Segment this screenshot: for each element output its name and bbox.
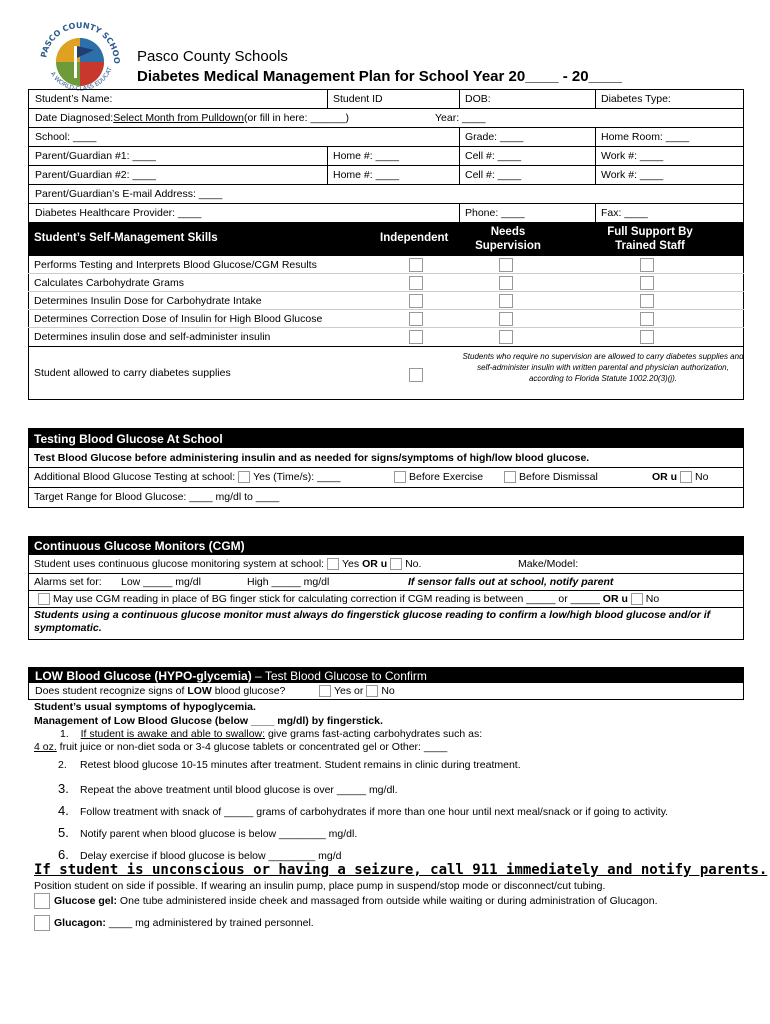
- full-support-checkbox[interactable]: [640, 312, 654, 326]
- sensor-falls-note: If sensor falls out at school, notify parent: [408, 576, 614, 588]
- home2-field[interactable]: Home #: ____: [333, 169, 399, 181]
- carry-supplies-label: Student allowed to carry diabetes supplies: [34, 367, 231, 379]
- cgm-no-label: No.: [405, 558, 422, 570]
- skills-table: [28, 222, 744, 400]
- testing-yes-checkbox[interactable]: [238, 471, 250, 483]
- email-field[interactable]: Parent/Guardian’s E-mail Address: ____: [35, 188, 223, 200]
- cgm-may-use-no-label: No: [645, 593, 660, 605]
- skill-row: [28, 328, 744, 346]
- testing-header: [28, 428, 744, 448]
- testing-no-label: No: [695, 471, 709, 483]
- cgm-section: [28, 536, 744, 640]
- parent1-field[interactable]: Parent/Guardian #1: ____: [35, 150, 156, 162]
- year-field[interactable]: Year: ____: [435, 112, 486, 124]
- needs-supervision-checkbox[interactable]: [499, 276, 513, 290]
- col-needs-supervision: Needs Supervision: [475, 226, 541, 252]
- seizure-warning: If student is unconscious or having a seizure, call 911 immediately and notify parents.: [34, 862, 768, 878]
- skill-row: [28, 256, 744, 274]
- low-recognize-row: [28, 683, 744, 700]
- cell2-field[interactable]: Cell #: ____: [465, 169, 522, 181]
- carry-note: Students who require no supervision are allowed to carry diabetes supplies and self-administer insulin with written parental and physician authorization, according to Florida Statute 1002.20(3)(j).: [462, 352, 744, 383]
- low-step-text: Repeat the above treatment until blood glucose is over _____ mg/dl.: [80, 784, 398, 796]
- doc-title: Diabetes Medical Management Plan for School Year 20____ - 20____: [137, 68, 622, 85]
- glucose-gel-label: Glucose gel:: [54, 894, 118, 907]
- step-1-text: give grams fast-acting carbohydrates such as:: [265, 728, 483, 740]
- recognize-end: blood glucose?: [211, 685, 286, 697]
- skills-header-title: Student’s Self-Management Skills: [34, 232, 218, 244]
- step-1-condition: If student is awake and able to swallow:: [80, 728, 266, 740]
- glucose-gel-checkbox[interactable]: [34, 893, 50, 909]
- additional-testing-label: Additional Blood Glucose Testing at school:: [34, 471, 239, 483]
- independent-checkbox[interactable]: [409, 258, 423, 272]
- before-dismissal-label: Before Dismissal: [519, 471, 598, 483]
- student-id-field[interactable]: Student ID: [333, 93, 383, 105]
- info-row-1: [28, 89, 744, 109]
- before-exercise-label: Before Exercise: [409, 471, 484, 483]
- low-step-text: Follow treatment with snack of _____ grams of carbohydrates if more than one hour until next meal/snack or if going to activity.: [80, 806, 669, 818]
- skill-label: Determines insulin dose and self-administer insulin: [34, 331, 271, 343]
- work2-field[interactable]: Work #: ____: [601, 169, 664, 181]
- svg-text:PASCO COUNTY SCHOOLS: PASCO COUNTY SCHOO: [39, 20, 122, 64]
- info-row-2: [28, 109, 744, 128]
- testing-or: OR u: [652, 471, 678, 483]
- info-row-4: [28, 147, 744, 166]
- cgm-may-use-no-checkbox[interactable]: [631, 593, 643, 605]
- before-dismissal-checkbox[interactable]: [504, 471, 516, 483]
- alarms-label: Alarms set for:: [34, 576, 102, 588]
- full-support-checkbox[interactable]: [640, 294, 654, 308]
- cgm-yes-label: Yes: [342, 558, 360, 570]
- alarm-low-field[interactable]: Low _____ mg/dl: [121, 576, 201, 588]
- target-range[interactable]: Target Range for Blood Glucose: ____ mg/dl to ____: [34, 491, 280, 503]
- student-name-field[interactable]: Student’s Name:: [35, 93, 113, 105]
- low-step-number: 3.: [58, 781, 69, 796]
- full-support-checkbox[interactable]: [640, 276, 654, 290]
- full-support-checkbox[interactable]: [640, 330, 654, 344]
- cgm-header-title: Continuous Glucose Monitors (CGM): [34, 539, 245, 553]
- full-support-checkbox[interactable]: [640, 258, 654, 272]
- info-row-3: [28, 128, 744, 147]
- home-room-field[interactable]: Home Room: ____: [601, 131, 690, 143]
- low-step: [58, 759, 521, 771]
- testing-instruction: Test Blood Glucose before administering insulin and as needed for signs/symptoms of high/low blood glucose.: [34, 452, 590, 464]
- make-model-field[interactable]: Make/Model:: [518, 558, 579, 570]
- low-header: [28, 667, 744, 683]
- independent-checkbox[interactable]: [409, 276, 423, 290]
- cgm-uses-label: Student uses continuous glucose monitoring system at school:: [34, 558, 327, 570]
- low-step-number: 6.: [58, 847, 69, 862]
- month-select[interactable]: Select Month from Pulldown: [113, 112, 244, 124]
- cgm-header: [28, 536, 744, 555]
- low-step-text: Notify parent when blood glucose is below ________ mg/dl.: [80, 828, 358, 840]
- skill-label: Determines Correction Dose of Insulin for High Blood Glucose: [34, 313, 323, 325]
- parent2-field[interactable]: Parent/Guardian #2: ____: [35, 169, 156, 181]
- work1-field[interactable]: Work #: ____: [601, 150, 664, 162]
- glucose-gel-text: One tube administered inside cheek and massaged from outside while waiting or during administration of Glucagon.: [117, 894, 658, 907]
- info-row-5: [28, 166, 744, 185]
- home1-field[interactable]: Home #: ____: [333, 150, 399, 162]
- recognize-yes-label: Yes or: [334, 685, 364, 697]
- skill-label: Calculates Carbohydrate Grams: [34, 277, 184, 289]
- low-header-title: LOW Blood Glucose (HYPO-glycemia): [35, 669, 252, 683]
- dob-field[interactable]: DOB:: [465, 93, 491, 105]
- recognize-no-checkbox[interactable]: [366, 685, 378, 697]
- testing-no-checkbox[interactable]: [680, 471, 692, 483]
- cgm-may-use-label[interactable]: May use CGM reading in place of BG finger stick for calculating correction if CGM reading is between _____ or _____: [53, 593, 600, 605]
- low-step-number: 5.: [58, 825, 69, 840]
- cell1-field[interactable]: Cell #: ____: [465, 150, 522, 162]
- info-row-7: [28, 204, 744, 223]
- needs-supervision-checkbox[interactable]: [499, 258, 513, 272]
- low-step: [58, 803, 668, 818]
- phone-field[interactable]: Phone: ____: [465, 207, 525, 219]
- org-name: Pasco County Schools: [137, 48, 288, 65]
- testing-section: [28, 428, 744, 508]
- skills-header: [28, 222, 744, 256]
- position-instruction: Position student on side if possible. If wearing an insulin pump, place pump in suspend/stop mode or disconnect/cut tubing.: [34, 880, 606, 892]
- recognize-yes-checkbox[interactable]: [319, 685, 331, 697]
- step-1-amount: 4 oz.: [34, 741, 57, 753]
- low-step: [58, 781, 398, 796]
- low-header-subtitle: – Test Blood Glucose to Confirm: [251, 669, 427, 683]
- independent-checkbox[interactable]: [409, 330, 423, 344]
- col-full-support: Full Support By Trained Staff: [607, 226, 693, 252]
- low-step-text: Delay exercise if blood glucose is below ________ mg/d: [80, 850, 342, 862]
- testing-yes-times[interactable]: Yes (Time/s): ____: [253, 471, 341, 483]
- grade-field[interactable]: Grade: ____: [465, 131, 524, 143]
- glucagon-label: Glucagon:: [54, 916, 106, 929]
- usual-symptoms: Student’s usual symptoms of hypoglycemia.: [34, 701, 256, 713]
- glucagon-checkbox[interactable]: [34, 915, 50, 931]
- school-field[interactable]: School: ____: [35, 131, 97, 143]
- cgm-may-use-checkbox[interactable]: [38, 593, 50, 605]
- skill-row: [28, 292, 744, 310]
- date-diagnosed-label: Date Diagnosed:: [35, 112, 114, 124]
- col-independent: Independent: [380, 232, 449, 244]
- testing-header-title: Testing Blood Glucose At School: [34, 432, 223, 446]
- cgm-no-checkbox[interactable]: [390, 558, 402, 570]
- independent-checkbox[interactable]: [409, 312, 423, 326]
- skill-row: [28, 310, 744, 328]
- before-exercise-checkbox[interactable]: [394, 471, 406, 483]
- needs-supervision-checkbox[interactable]: [499, 330, 513, 344]
- low-management: Management of Low Blood Glucose (below ____ mg/dl) by fingerstick.: [34, 715, 383, 727]
- needs-supervision-checkbox[interactable]: [499, 312, 513, 326]
- provider-field[interactable]: Diabetes Healthcare Provider: ____: [35, 207, 202, 219]
- low-step: [58, 825, 357, 840]
- recognize-no-label: No: [381, 685, 395, 697]
- recognize-label: Does student recognize signs of: [35, 685, 188, 697]
- low-step-number: 4.: [58, 803, 69, 818]
- skill-label: Determines Insulin Dose for Carbohydrate Intake: [34, 295, 262, 307]
- skill-row: [28, 274, 744, 292]
- date-fill-field[interactable]: (or fill in here: ______): [243, 112, 350, 124]
- needs-supervision-checkbox[interactable]: [499, 294, 513, 308]
- alarm-high-field[interactable]: High _____ mg/dl: [247, 576, 330, 588]
- fax-field[interactable]: Fax: ____: [601, 207, 648, 219]
- low-step: [58, 847, 342, 862]
- low-step-number: 2.: [58, 759, 67, 771]
- svg-text:A WORLD-CLASS EDUCATION: A WORLD-CLASS EDUCAT: [48, 66, 114, 93]
- low-step-text: Retest blood glucose 10-15 minutes after treatment. Student remains in clinic during treatment.: [80, 759, 521, 771]
- cgm-yes-checkbox[interactable]: [327, 558, 339, 570]
- info-row-6: [28, 185, 744, 204]
- cgm-or: OR u: [362, 558, 388, 570]
- carry-independent-checkbox[interactable]: [409, 368, 423, 382]
- step-1-continued: fruit juice or non-diet soda or 3-4 glucose tablets or concentrated gel or Other: ____: [56, 741, 448, 753]
- glucagon-text: ____ mg administered by trained personnel.: [105, 916, 314, 929]
- cgm-note: Students using a continuous glucose monitor must always do fingerstick glucose reading to confirm a low/high blood glucose and/or if symptomatic.: [34, 609, 711, 634]
- recognize-low: LOW: [187, 685, 212, 697]
- step-1-number: 1.: [60, 728, 69, 740]
- independent-checkbox[interactable]: [409, 294, 423, 308]
- diabetes-type-field[interactable]: Diabetes Type:: [601, 93, 671, 105]
- skill-label: Performs Testing and Interprets Blood Glucose/CGM Results: [34, 259, 317, 271]
- cgm-may-use-or: OR u: [602, 593, 628, 605]
